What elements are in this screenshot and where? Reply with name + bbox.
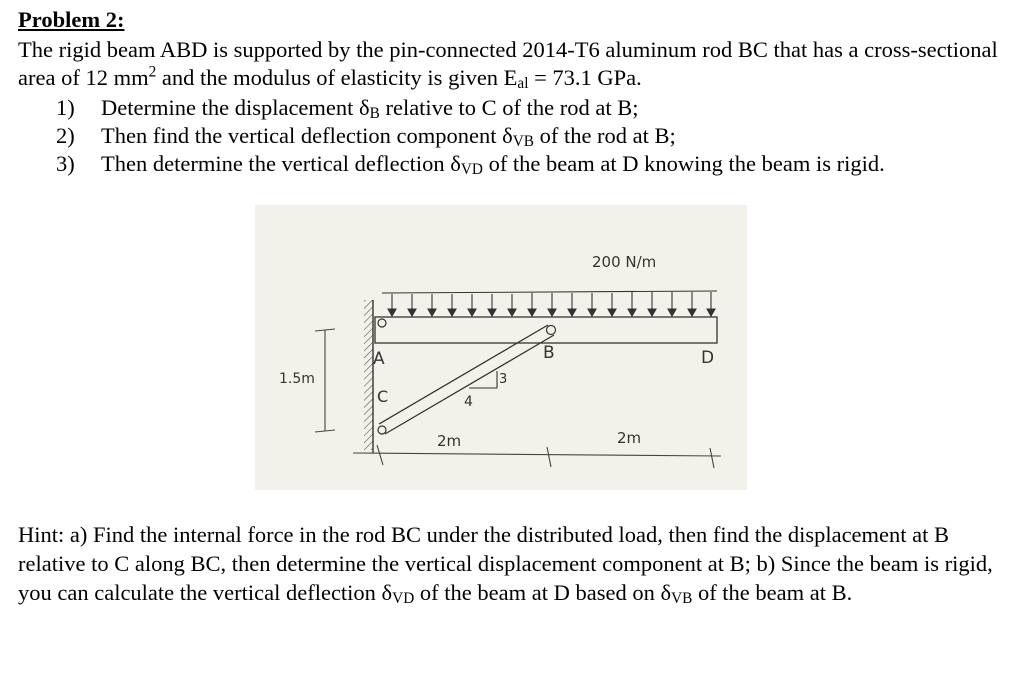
span-label-left: 2m xyxy=(437,432,462,450)
area-exponent: 2 xyxy=(148,63,157,81)
slope-label-4: 4 xyxy=(464,394,473,410)
label-c: C xyxy=(377,387,389,406)
task-number: 2) xyxy=(56,123,75,148)
task-text: Then find the vertical deflection component $\delta_{VB}$ of the rod at B; xyxy=(101,123,676,150)
label-d: D xyxy=(701,348,715,368)
problem-title: Problem 2: xyxy=(18,7,125,32)
pin-b xyxy=(547,326,556,335)
slope-label-3: 3 xyxy=(499,372,508,387)
problem-intro xyxy=(18,36,1008,92)
task-number: 1) xyxy=(56,95,75,120)
pin-a xyxy=(378,319,386,327)
task-text: Determine the displacement $\delta_B$ relative to C of the rod at B; xyxy=(101,95,639,122)
task-text: Then determine the vertical deflection $\delta_{VD}$ of the beam at D knowing the beam is rigid. xyxy=(101,151,885,178)
hint-paragraph: Hint: a) Find the internal force in the rod BC under the distributed load, then find the displacement at B relative to C along BC, then determine the vertical displacement component at B; b) Since the beam is rigid, you can calculate the vertical deflection $\delta_{VD}$ of the beam at D based on $\delta_{VB}$ of the beam at B. xyxy=(18,522,993,607)
intro-text-3: = 73.1 GPa. xyxy=(528,65,642,90)
intro-text-2: and the modulus of elasticity is given E xyxy=(156,65,518,90)
wall xyxy=(364,300,373,450)
label-b: B xyxy=(543,343,555,363)
modulus-subscript: al xyxy=(517,74,529,92)
pin-c xyxy=(378,426,386,434)
intro-text-1: The rigid beam ABD is supported by the pin-connected 2014-T6 aluminum rod BC that has a cross-sectional area of 12 mm xyxy=(18,37,998,90)
height-label: 1.5m xyxy=(279,371,315,387)
task-number: 3) xyxy=(56,151,75,176)
label-a: A xyxy=(373,349,385,369)
sketch-paper xyxy=(255,205,747,490)
beam-diagram xyxy=(255,205,747,490)
span-label-right: 2m xyxy=(617,429,642,447)
load-label: 200 N/m xyxy=(592,253,657,271)
